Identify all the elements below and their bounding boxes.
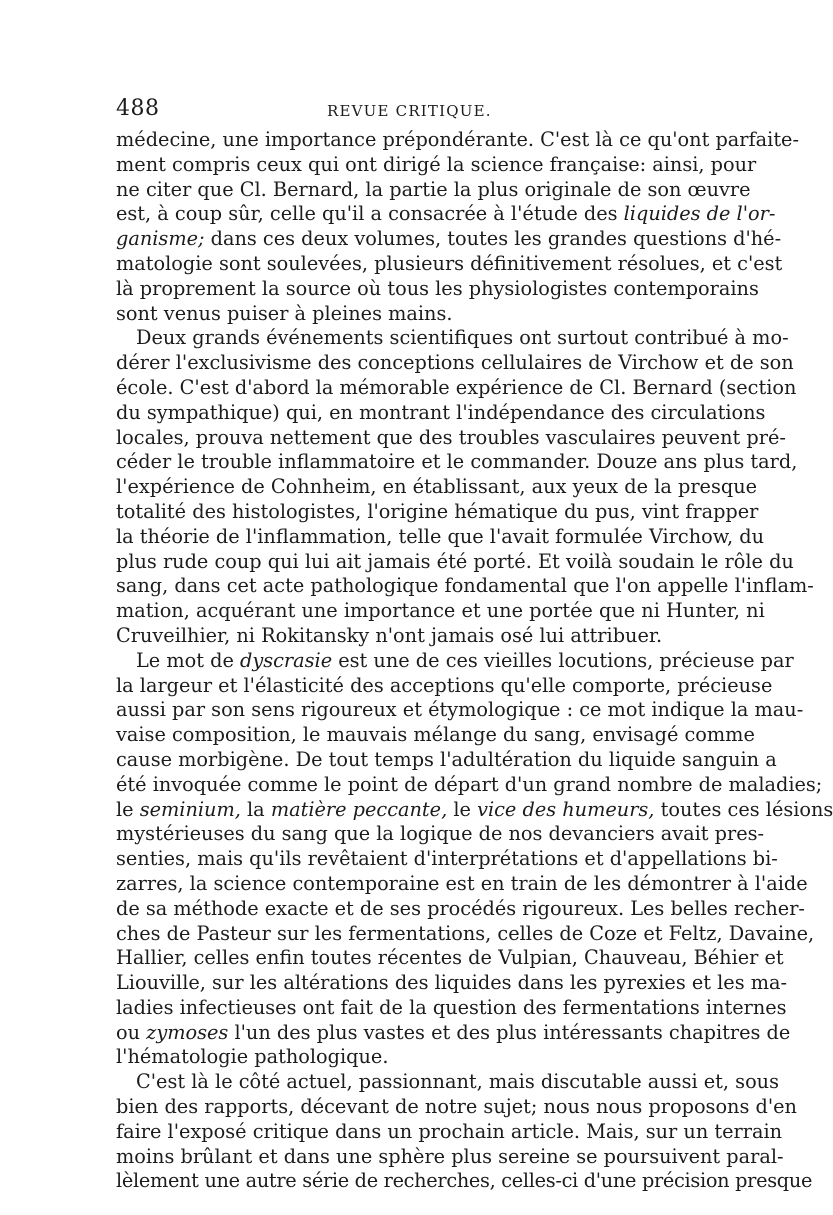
- text-line: [116, 276, 759, 302]
- text-segment: école. C'est d'abord la mémorable expérience de Cl. Bernard (section: [116, 375, 797, 399]
- text-segment: ne citer que Cl. Bernard, la partie la plus originale de son œuvre: [116, 177, 751, 201]
- text-line: [116, 921, 815, 947]
- text-segment: la théorie de l'inflammation, telle que l'avait formulée Virchow, du: [116, 524, 764, 548]
- text-line: [116, 648, 794, 674]
- text-line: [116, 698, 804, 723]
- text-line: [116, 475, 758, 500]
- text-line: [116, 599, 765, 624]
- text-segment: ou: [116, 1020, 147, 1044]
- text-line: [116, 1095, 797, 1120]
- text-segment: dérer l'exclusivisme des conceptions cellulaires de Virchow et de son: [116, 351, 794, 375]
- text-segment: bien des rapports, décevant de notre sujet; nous nous proposons d'en: [116, 1095, 797, 1119]
- text-line: [116, 1119, 783, 1145]
- text-line: [116, 302, 682, 327]
- italic-term: seminium,: [139, 797, 241, 821]
- text-segment: sang, dans cet acte pathologique fondamental que l'on appelle l'inflam-: [116, 574, 814, 598]
- text-line: [116, 202, 776, 227]
- text-segment: matologie sont soulevées, plusieurs définitivement résolues, et c'est: [116, 251, 783, 275]
- text-line: [116, 177, 751, 203]
- text-segment: zarres, la science contemporaine est en train de les démontrer à l'aide: [116, 871, 808, 895]
- text-line: [116, 524, 764, 550]
- text-segment: mation, acquérant une importance et une portée que ni Hunter, ni: [116, 599, 765, 623]
- text-segment: le: [447, 797, 478, 821]
- text-line: [116, 326, 789, 351]
- text-line: [116, 499, 759, 525]
- text-segment: ladies infectieuses ont fait de la question des fermentations internes: [116, 995, 787, 1019]
- text-line: [116, 1070, 779, 1095]
- text-line: [116, 574, 814, 599]
- text-segment: mystérieuses du sang que la logique de nos devanciers avait pres-: [116, 822, 765, 846]
- text-line: [116, 723, 755, 748]
- text-segment: lèlement une autre série de recherches, celles-ci d'une précision presque: [116, 1169, 813, 1193]
- italic-term: vice des humeurs,: [477, 797, 655, 821]
- text-segment: sont venus puiser à pleines mains.: [116, 301, 453, 325]
- text-line: [116, 797, 833, 823]
- text-segment: Hallier, celles enfin toutes récentes de Vulpian, Chauveau, Béhier et: [116, 946, 784, 970]
- text-line: [116, 1169, 813, 1194]
- text-segment: aussi par son sens rigoureux et étymologique : ce mot indique la mau-: [116, 698, 804, 722]
- running-title: REVUE CRITIQUE.: [327, 102, 492, 120]
- italic-term: matière peccante,: [270, 797, 448, 821]
- text-line: [116, 1020, 791, 1046]
- text-segment: la largeur et l'élasticité des acceptions qu'elle comporte, précieuse: [116, 673, 773, 697]
- text-line: [116, 896, 805, 922]
- text-segment: dans ces deux volumes, toutes les grandes questions d'hé-: [204, 227, 782, 251]
- text-segment: locales, prouva nettement que des troubles vasculaires peuvent pré-: [116, 425, 786, 449]
- text-line: [116, 624, 682, 649]
- text-segment: céder le trouble inflammatoire et le commander. Douze ans plus tard,: [116, 450, 798, 474]
- text-segment: la: [240, 797, 271, 821]
- text-segment: plus rude coup qui lui ait jamais été porté. Et voilà soudain le rôle du: [116, 549, 794, 573]
- text-segment: médecine, une importance prépondérante. C'est là ce qu'ont parfaite-: [116, 128, 799, 151]
- text-line: [116, 673, 773, 699]
- text-line: [116, 549, 794, 575]
- text-line: [116, 1144, 784, 1170]
- italic-term: dyscrasie: [240, 648, 333, 672]
- text-segment: C'est là le côté actuel, passionnant, mais discutable aussi et, sous: [136, 1070, 779, 1094]
- text-line: [116, 995, 787, 1021]
- text-line: [116, 128, 799, 153]
- italic-term: zymoses: [146, 1020, 229, 1044]
- text-line: [116, 251, 783, 277]
- text-line: [116, 351, 794, 376]
- text-segment: été invoquée comme le point de départ d'un grand nombre de maladies;: [116, 772, 823, 796]
- text-line: [116, 450, 798, 475]
- text-segment: Liouville, sur les altérations des liquides dans les pyrexies et les ma-: [116, 971, 788, 995]
- italic-term: liquides de l'or-: [623, 202, 776, 226]
- text-line: [116, 772, 823, 798]
- text-segment: Deux grands événements scientifiques ont surtout contribué à mo-: [136, 326, 789, 350]
- text-line: [116, 871, 808, 897]
- text-line: [116, 847, 778, 872]
- text-line: [116, 425, 786, 451]
- text-line: [116, 971, 788, 996]
- text-segment: l'un des plus vastes et des plus intéressants chapitres de: [228, 1020, 791, 1044]
- text-line: [116, 822, 765, 847]
- text-segment: l'hématologie pathologique.: [116, 1045, 389, 1069]
- text-segment: senties, mais qu'ils revêtaient d'interprétations et d'appellations bi-: [116, 847, 778, 871]
- text-line: [116, 227, 782, 252]
- text-segment: moins brûlant et dans une sphère plus sereine se poursuivent paral-: [116, 1144, 784, 1168]
- text-segment: ment compris ceux qui ont dirigé la science française: ainsi, pour: [116, 152, 757, 176]
- text-segment: faire l'exposé critique dans un prochain article. Mais, sur un terrain: [116, 1119, 783, 1143]
- text-segment: l'expérience de Cohnheim, en établissant, aux yeux de la presque: [116, 475, 758, 499]
- text-segment: cause morbigène. De tout temps l'adultération du liquide sanguin a: [116, 747, 777, 771]
- text-line: [116, 946, 784, 971]
- page-number: 488: [116, 96, 160, 121]
- text-segment: le: [116, 797, 140, 821]
- text-segment: là proprement la source où tous les physiologistes contemporains: [116, 276, 759, 300]
- text-segment: Cruveilhier, ni Rokitansky n'ont jamais osé lui attribuer.: [116, 623, 663, 647]
- text-line: [116, 1045, 682, 1070]
- text-segment: du sympathique) qui, en montrant l'indépendance des circulations: [116, 400, 766, 424]
- page-header: [116, 96, 682, 126]
- text-segment: totalité des histologistes, l'origine hématique du pus, vint frapper: [116, 499, 759, 523]
- text-line: [116, 400, 766, 426]
- body-text: [116, 128, 833, 1194]
- text-segment: ches de Pasteur sur les fermentations, celles de Coze et Feltz, Davaine,: [116, 921, 815, 945]
- text-line: [116, 747, 777, 773]
- text-line: [116, 375, 797, 401]
- italic-term: ganisme;: [116, 227, 205, 251]
- text-segment: est, à coup sûr, celle qu'il a consacrée à l'étude des: [116, 202, 624, 226]
- text-line: [116, 152, 757, 178]
- text-segment: est une de ces vieilles locutions, précieuse par: [332, 648, 794, 672]
- text-segment: vaise composition, le mauvais mélange du sang, envisagé comme: [116, 723, 755, 747]
- text-segment: Le mot de: [136, 648, 240, 672]
- text-segment: toutes ces lésions: [654, 797, 833, 821]
- text-segment: de sa méthode exacte et de ses procédés rigoureux. Les belles recher-: [116, 896, 805, 920]
